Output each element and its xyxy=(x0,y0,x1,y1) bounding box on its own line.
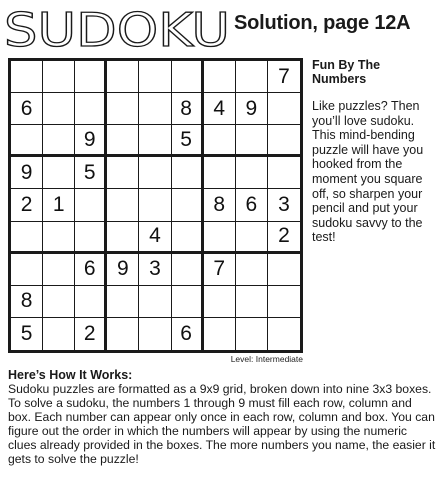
sudoku-given-cell: 6 xyxy=(172,318,204,350)
sudoku-empty-cell[interactable] xyxy=(236,125,268,157)
sudoku-logo xyxy=(4,2,232,57)
sudoku-empty-cell[interactable] xyxy=(139,157,171,189)
sudoku-empty-cell[interactable] xyxy=(11,222,43,254)
sudoku-empty-cell[interactable] xyxy=(107,157,139,189)
difficulty-level: Level: Intermediate xyxy=(230,354,303,364)
sudoku-empty-cell[interactable] xyxy=(236,222,268,254)
sudoku-empty-cell[interactable] xyxy=(107,286,139,318)
sudoku-given-cell: 8 xyxy=(172,93,204,125)
sudoku-given-cell: 3 xyxy=(139,254,171,286)
how-it-works-heading: Here’s How It Works: xyxy=(8,368,133,382)
sudoku-empty-cell[interactable] xyxy=(107,222,139,254)
sudoku-grid xyxy=(8,58,303,353)
sudoku-empty-cell[interactable] xyxy=(172,189,204,221)
sudoku-given-cell: 7 xyxy=(204,254,236,286)
sudoku-given-cell: 2 xyxy=(11,189,43,221)
sudoku-empty-cell[interactable] xyxy=(75,222,107,254)
sudoku-given-cell: 4 xyxy=(139,222,171,254)
sudoku-given-cell: 9 xyxy=(75,125,107,157)
sudoku-empty-cell[interactable] xyxy=(236,286,268,318)
sidebar-intro: Like puzzles? Then you’ll love sudoku. This mind-bending puzzle will have you hooked from the moment you square off, so sharpen your pencil and put your sudoku savvy to the test! xyxy=(312,99,424,245)
sudoku-empty-cell[interactable] xyxy=(172,254,204,286)
solution-reference: Solution, page 12A xyxy=(234,12,411,34)
sudoku-empty-cell[interactable] xyxy=(268,318,300,350)
sudoku-empty-cell[interactable] xyxy=(75,61,107,93)
sudoku-given-cell: 9 xyxy=(236,93,268,125)
sudoku-empty-cell[interactable] xyxy=(43,125,75,157)
sudoku-empty-cell[interactable] xyxy=(43,286,75,318)
sudoku-empty-cell[interactable] xyxy=(204,286,236,318)
sudoku-empty-cell[interactable] xyxy=(11,61,43,93)
sudoku-empty-cell[interactable] xyxy=(107,189,139,221)
sudoku-empty-cell[interactable] xyxy=(11,125,43,157)
sudoku-empty-cell[interactable] xyxy=(139,286,171,318)
sudoku-empty-cell[interactable] xyxy=(75,189,107,221)
sudoku-empty-cell[interactable] xyxy=(204,61,236,93)
sudoku-empty-cell[interactable] xyxy=(268,125,300,157)
sudoku-empty-cell[interactable] xyxy=(172,157,204,189)
sudoku-empty-cell[interactable] xyxy=(139,93,171,125)
sudoku-empty-cell[interactable] xyxy=(75,286,107,318)
logo-text: SUDOKU xyxy=(4,3,230,57)
sudoku-given-cell: 6 xyxy=(11,93,43,125)
sudoku-given-cell: 3 xyxy=(268,189,300,221)
sudoku-empty-cell[interactable] xyxy=(204,157,236,189)
sudoku-empty-cell[interactable] xyxy=(139,125,171,157)
sudoku-given-cell: 4 xyxy=(204,93,236,125)
sudoku-empty-cell[interactable] xyxy=(139,318,171,350)
sudoku-empty-cell[interactable] xyxy=(139,189,171,221)
sudoku-empty-cell[interactable] xyxy=(236,254,268,286)
sudoku-given-cell: 8 xyxy=(204,189,236,221)
sudoku-empty-cell[interactable] xyxy=(107,93,139,125)
sudoku-empty-cell[interactable] xyxy=(236,61,268,93)
sudoku-empty-cell[interactable] xyxy=(268,93,300,125)
sudoku-empty-cell[interactable] xyxy=(172,222,204,254)
sudoku-empty-cell[interactable] xyxy=(236,157,268,189)
sudoku-empty-cell[interactable] xyxy=(43,254,75,286)
sudoku-empty-cell[interactable] xyxy=(172,61,204,93)
how-it-works-text: Sudoku puzzles are formatted as a 9x9 grid, broken down into nine 3x3 boxes. To solve a sudoku, the numbers 1 through 9 must fill each row, column and box. Each number can appear only once in each row, column and box. You can figure out the order in which the numbers will appear by using the numeric clues already provided in the boxes. The more numbers you name, the easier it gets to solve the puzzle! xyxy=(8,382,436,467)
sudoku-given-cell: 8 xyxy=(11,286,43,318)
sudoku-empty-cell[interactable] xyxy=(107,61,139,93)
sudoku-given-cell: 2 xyxy=(75,318,107,350)
sudoku-given-cell: 5 xyxy=(11,318,43,350)
sudoku-empty-cell[interactable] xyxy=(107,125,139,157)
sudoku-given-cell: 1 xyxy=(43,189,75,221)
sudoku-empty-cell[interactable] xyxy=(107,318,139,350)
sudoku-given-cell: 5 xyxy=(172,125,204,157)
sudoku-empty-cell[interactable] xyxy=(75,93,107,125)
sudoku-given-cell: 6 xyxy=(75,254,107,286)
sudoku-empty-cell[interactable] xyxy=(43,222,75,254)
sudoku-empty-cell[interactable] xyxy=(204,222,236,254)
sudoku-empty-cell[interactable] xyxy=(268,254,300,286)
sudoku-given-cell: 9 xyxy=(11,157,43,189)
sudoku-empty-cell[interactable] xyxy=(172,286,204,318)
sudoku-empty-cell[interactable] xyxy=(11,254,43,286)
sudoku-empty-cell[interactable] xyxy=(268,157,300,189)
sudoku-empty-cell[interactable] xyxy=(204,125,236,157)
sudoku-empty-cell[interactable] xyxy=(43,318,75,350)
sudoku-empty-cell[interactable] xyxy=(236,318,268,350)
sudoku-given-cell: 6 xyxy=(236,189,268,221)
sudoku-empty-cell[interactable] xyxy=(43,157,75,189)
sudoku-empty-cell[interactable] xyxy=(43,93,75,125)
sudoku-given-cell: 9 xyxy=(107,254,139,286)
sidebar-title: Fun By The Numbers xyxy=(312,58,381,86)
sudoku-empty-cell[interactable] xyxy=(139,61,171,93)
sudoku-given-cell: 5 xyxy=(75,157,107,189)
sudoku-empty-cell[interactable] xyxy=(268,286,300,318)
sudoku-given-cell: 2 xyxy=(268,222,300,254)
sudoku-empty-cell[interactable] xyxy=(204,318,236,350)
sudoku-empty-cell[interactable] xyxy=(43,61,75,93)
sudoku-given-cell: 7 xyxy=(268,61,300,93)
